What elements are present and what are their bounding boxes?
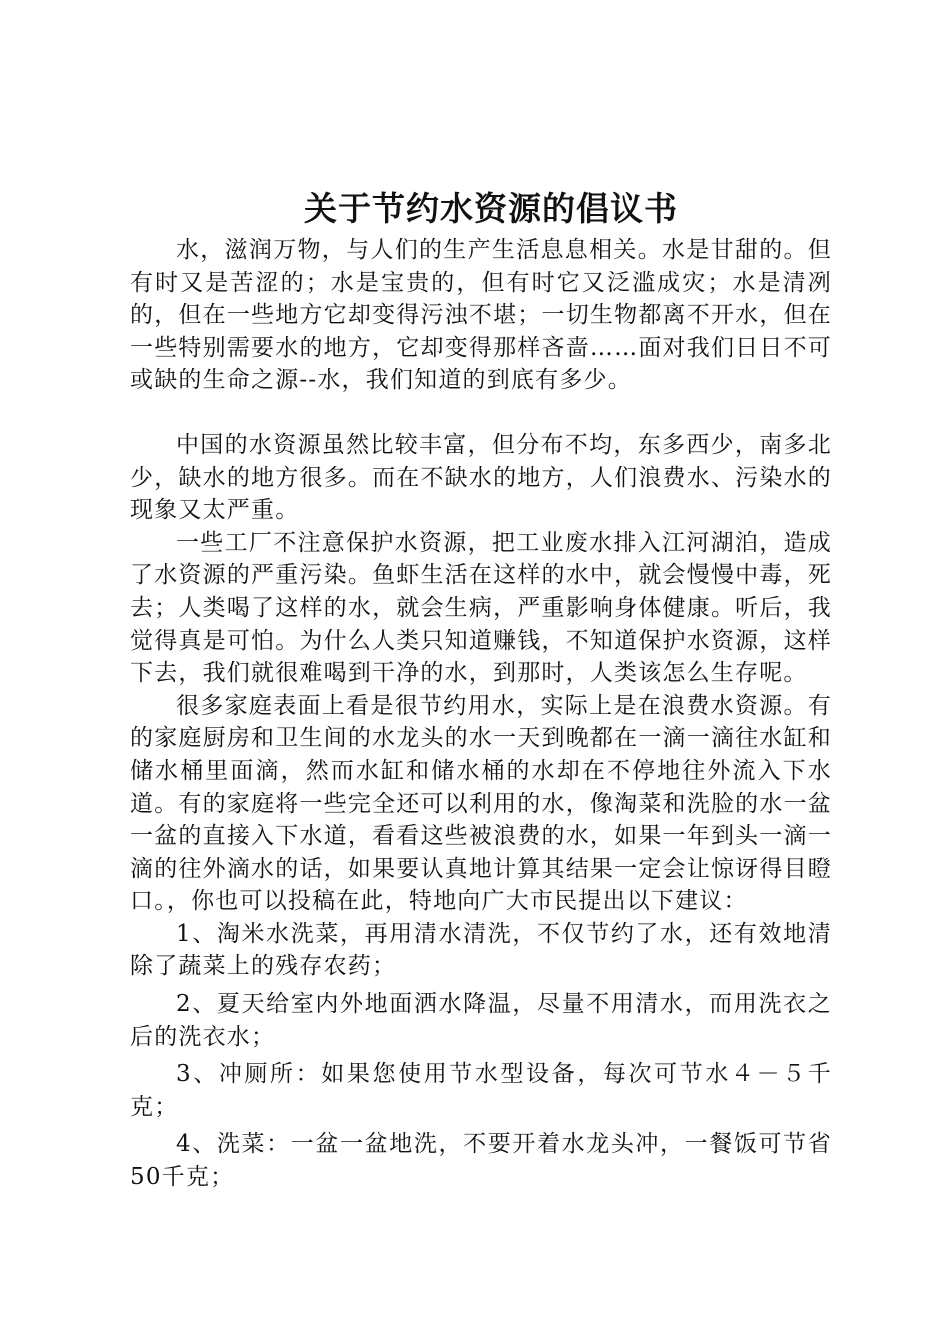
paragraph-spacer <box>130 397 832 429</box>
suggestion-item-4: 4、洗菜：一盆一盆地洗，不要开着水龙头冲，一餐饭可节省50千克； <box>130 1131 832 1191</box>
paragraph-intro: 水，滋润万物，与人们的生产生活息息相关。水是甘甜的。但有时又是苦涩的；水是宝贵的，但有时它又泛滥成灾；水是清冽的，但在一些地方它却变得污浊不堪；一切生物都离不开水，但在一些特别需要水的地方，它却变得那样吝啬……面对我们日日不可或缺的生命之源--水，我们知道的到底有多少。 <box>130 237 832 394</box>
document-title: 关于节约水资源的倡议书 <box>304 189 678 228</box>
suggestion-item-1: 1、淘米水洗菜，再用清水清洗，不仅节约了水，还有效地清除了蔬菜上的残存农药； <box>130 920 832 980</box>
paragraph-distribution: 中国的水资源虽然比较丰富，但分布不均，东多西少，南多北少，缺水的地方很多。而在不缺水的地方，人们浪费水、污染水的现象又太严重。 <box>130 431 832 524</box>
paragraph-household-waste: 很多家庭表面上看是很节约用水，实际上是在浪费水资源。有的家庭厨房和卫生间的水龙头的水一天到晚都在一滴一滴往水缸和储水桶里面滴，然而水缸和储水桶的水却在不停地往外流入下水道。有的家庭将一些完全还可以利用的水，像淘菜和洗脸的水一盆一盆的直接入下水道，看看这些被浪费的水，如果一年到头一滴一滴的往外滴水的话，如果要认真地计算其结果一定会让惊讶得目瞪口。，你也可以投稿在此，特地向广大市民提出以下建议： <box>130 692 832 915</box>
paragraph-pollution: 一些工厂不注意保护水资源，把工业废水排入江河湖泊，造成了水资源的严重污染。鱼虾生活在这样的水中，就会慢慢中毒，死去；人类喝了这样的水，就会生病，严重影响身体健康。听后，我觉得真是可怕。为什么人类只知道赚钱，不知道保护水资源，这样下去，我们就很难喝到干净的水，到那时，人类该怎么生存呢。 <box>130 529 832 687</box>
suggestion-item-3: 3、冲厕所：如果您使用节水型设备，每次可节水４－５千克； <box>130 1061 832 1120</box>
suggestion-item-2: 2、夏天给室内外地面洒水降温，尽量不用清水，而用洗衣之后的洗衣水； <box>130 991 832 1050</box>
document-page <box>130 186 832 1199</box>
